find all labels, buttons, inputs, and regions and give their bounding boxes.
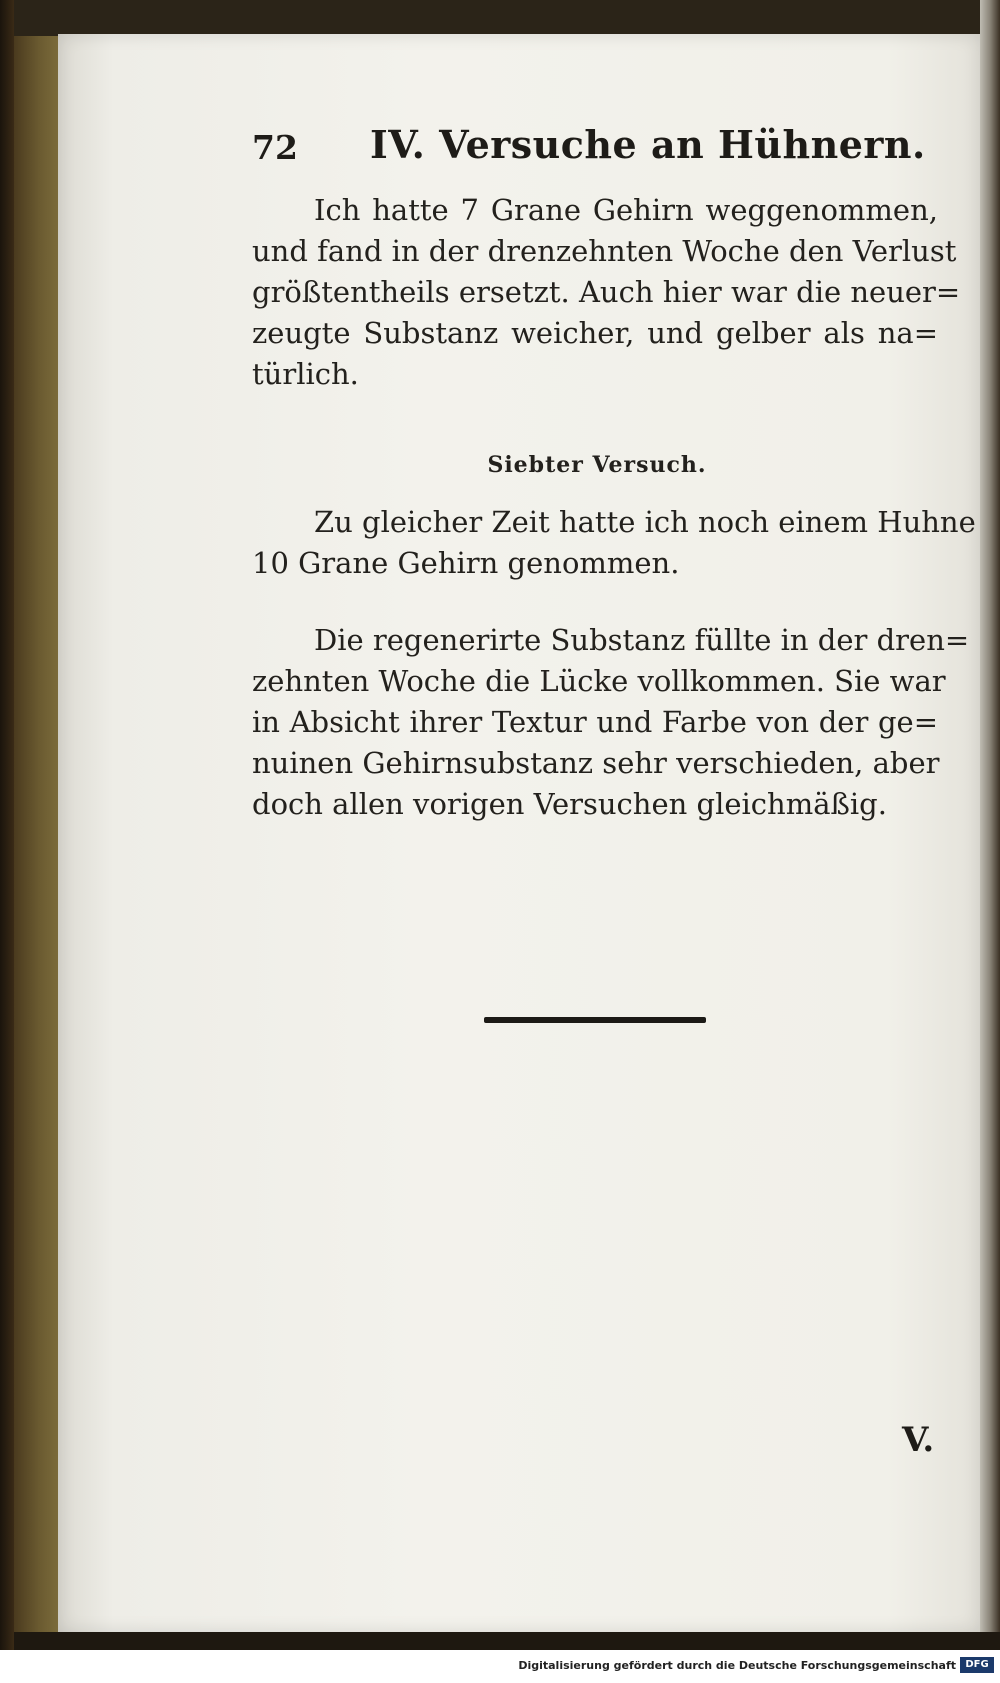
text-line: türlich. [252, 357, 359, 391]
page-header [252, 122, 942, 172]
paragraph-2 [252, 502, 976, 584]
text-line: nuinen Gehirnsubstanz sehr verschieden, aber [252, 746, 940, 780]
section-heading: Siebter Versuch. [487, 452, 707, 478]
section-divider-rule [484, 1017, 706, 1023]
text-line: in Absicht ihrer Textur und Farbe von der ge= [252, 705, 938, 739]
paragraph-3 [252, 620, 970, 825]
book-spine-edge [0, 0, 14, 1650]
text-line: größtentheils ersetzt. Auch hier war die neuer= [252, 275, 961, 309]
footer-credit: Digitalisierung gefördert durch die Deutsche Forschungsgemeinschaft [518, 1659, 956, 1672]
page-number: 72 [252, 128, 298, 167]
text-line: Ich hatte 7 Grane Gehirn weggenommen, [314, 193, 938, 227]
dfg-logo-icon: DFG [960, 1657, 994, 1673]
text-line: zeugte Substanz weicher, und gelber als na= [252, 316, 938, 350]
book-bottom-edge [14, 1632, 1000, 1650]
text-line: Die regenerirte Substanz füllte in der dren= [314, 623, 970, 657]
paragraph-1 [252, 190, 961, 395]
text-line: zehnten Woche die Lücke vollkommen. Sie war [252, 664, 946, 698]
text-line: Zu gleicher Zeit hatte ich noch einem Huhne [314, 505, 976, 539]
digitization-footer [0, 1650, 1000, 1683]
text-line: 10 Grane Gehirn genommen. [252, 546, 680, 580]
text-line: und fand in der drenzehnten Woche den Verlust [252, 234, 957, 268]
page-fore-edge [980, 0, 1000, 1650]
running-head: IV. Versuche an Hühnern. [370, 122, 926, 167]
text-line: doch allen vorigen Versuchen gleichmäßig. [252, 787, 887, 821]
catchword: V. [902, 1420, 935, 1460]
